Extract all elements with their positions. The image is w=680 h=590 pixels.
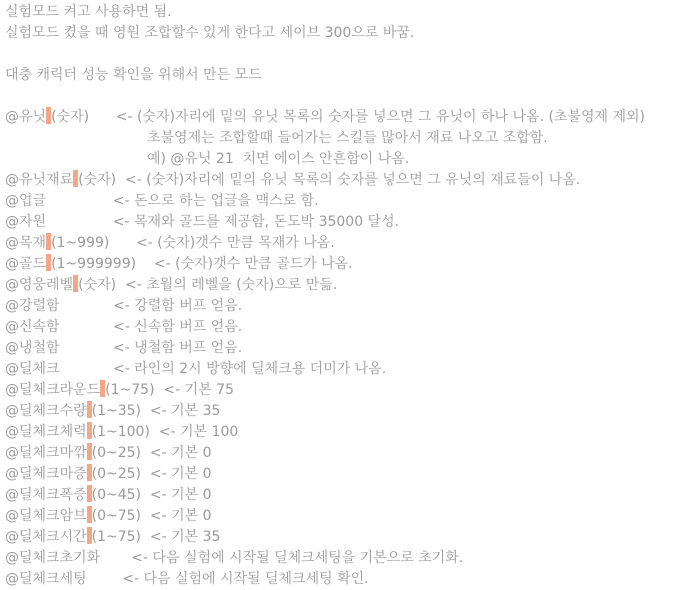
line-text: @딜체크세팅 <- 다음 실험에 시작될 딜체크세팅 확인. — [5, 571, 369, 587]
line-text: (0~25) <- 기본 0 — [91, 466, 212, 482]
line-text: @딜체크수량 — [5, 403, 87, 419]
line-text: (1~999999) <- (숫자)갯수 만큼 골드가 나옴. — [51, 256, 353, 272]
line-text: @딜체크 <- 라인의 2시 방향에 딜체크용 더미가 나옴. — [5, 361, 387, 377]
line-text: (0~25) <- 기본 0 — [91, 445, 212, 461]
line-text: @자원 <- 목재와 골드를 제공함, 돈도박 35000 달성. — [5, 214, 400, 230]
text-line — [5, 317, 680, 338]
text-line — [5, 233, 680, 254]
text-line — [5, 23, 680, 44]
text-line — [5, 338, 680, 359]
line-text: @딜체크라운드 — [5, 382, 101, 398]
text-line — [5, 107, 680, 128]
text-line — [5, 401, 680, 422]
line-text: @딜체크체력 — [5, 424, 87, 440]
line-text: (숫자) <- (숫자)자리에 밑의 유닛 목록의 숫자를 넣으면 그 유닛이 하나 나옴. (초불영제 제외) — [51, 109, 645, 125]
line-text: @딜체크마깎 — [5, 445, 87, 461]
line-text: @강렬함 <- 강렬함 버프 얻음. — [5, 298, 243, 314]
line-text: (숫자) <- 초월의 레벨을 (숫자)으로 만듦. — [78, 277, 338, 293]
text-line — [5, 380, 680, 401]
line-text: @딜체크초기화 <- 다음 실험에 시작될 딜체크세팅을 기본으로 초기화. — [5, 550, 464, 566]
line-text: @딜체크시간 — [5, 529, 87, 545]
line-text: @골드 — [5, 256, 47, 272]
text-line — [5, 443, 680, 464]
line-text: 초불영제는 조합할때 들어가는 스킬들 많아서 재료 나오고 조합함. — [147, 130, 548, 146]
text-line — [5, 527, 680, 548]
line-text: (1~35) <- 기본 35 — [91, 403, 221, 419]
line-text: @딜체크폭증 — [5, 487, 87, 503]
text-line — [5, 464, 680, 485]
line-text: @영웅레벨 — [5, 277, 74, 293]
line-text: (0~75) <- 기본 0 — [91, 508, 212, 524]
line-text: (1~999) <- (숫자)갯수 만큼 목재가 나옴. — [51, 235, 335, 251]
text-line — [5, 569, 680, 590]
text-line — [5, 86, 680, 107]
text-line — [5, 422, 680, 443]
text-line — [5, 2, 680, 23]
text-line — [5, 254, 680, 275]
line-text: 예) @유닛 21 치면 에이스 안흔함이 나옴. — [147, 151, 410, 167]
text-line — [5, 485, 680, 506]
line-text: (0~45) <- 기본 0 — [91, 487, 212, 503]
line-text: @딜체크마증 — [5, 466, 87, 482]
text-line — [5, 212, 680, 233]
text-line — [5, 170, 680, 191]
line-text: (숫자) <- (숫자)자리에 밑의 유닛 목록의 숫자를 넣으면 그 유닛의 재료들이 나옴. — [78, 172, 581, 188]
line-text: @딜체크암브 — [5, 508, 87, 524]
line-text: 실험모드 켰을 때 영원 조합할수 있게 한다고 세이브 300으로 바꿈. — [5, 25, 415, 41]
text-document — [5, 2, 680, 585]
line-text: (1~75) <- 기본 75 — [105, 382, 234, 398]
text-line — [5, 65, 680, 86]
text-line — [5, 506, 680, 527]
text-line — [5, 548, 680, 569]
text-line — [5, 128, 680, 149]
line-text: 실험모드 켜고 사용하면 됨. — [5, 4, 172, 20]
line-text: @업글 <- 돈으로 하는 업글을 맥스로 함. — [5, 193, 319, 209]
line-text: (1~75) <- 기본 35 — [91, 529, 221, 545]
line-text: @유닛 — [5, 109, 47, 125]
line-text: @신속함 <- 신속함 버프 얻음. — [5, 319, 243, 335]
text-line — [5, 275, 680, 296]
line-text: 대충 캐릭터 성능 확인을 위해서 만든 모드 — [5, 67, 262, 83]
text-line — [5, 44, 680, 65]
line-text: (1~100) <- 기본 100 — [91, 424, 239, 440]
line-text: @냉철함 <- 냉철함 버프 얻음. — [5, 340, 243, 356]
line-text: @유닛재료 — [5, 172, 74, 188]
line-text: @목재 — [5, 235, 47, 251]
text-line — [5, 149, 680, 170]
text-line — [5, 359, 680, 380]
text-line — [5, 191, 680, 212]
text-line — [5, 296, 680, 317]
